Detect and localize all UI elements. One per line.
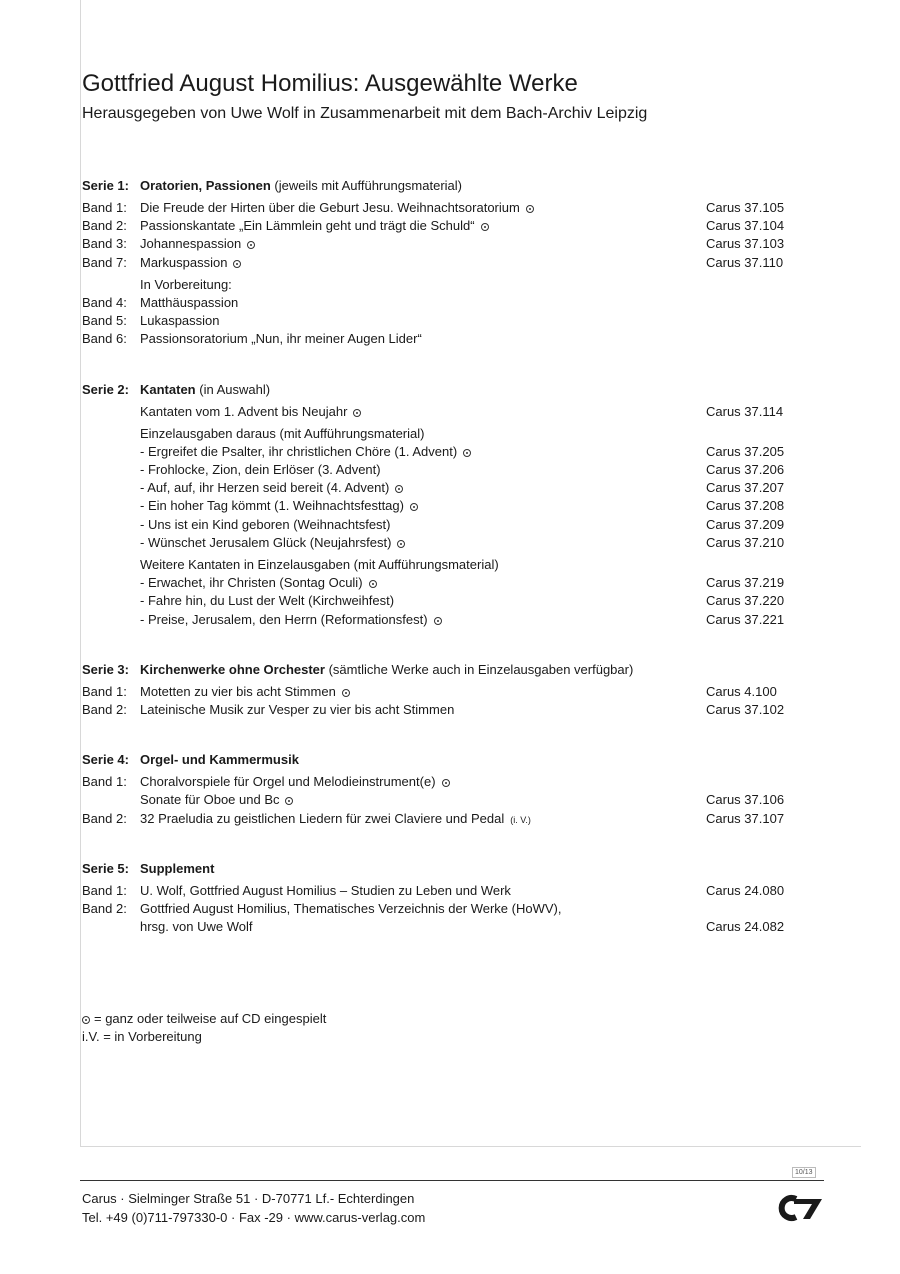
series-label: Serie 4: bbox=[82, 752, 129, 768]
series-heading bbox=[82, 749, 802, 771]
work-title: - Auf, auf, ihr Herzen seid bereit (4. Advent) bbox=[140, 480, 390, 496]
work-title: - Preise, Jerusalem, den Herrn (Reformationsfest) bbox=[140, 611, 428, 627]
cd-icon bbox=[442, 779, 450, 787]
catalog-row bbox=[82, 254, 802, 272]
work-title: Lateinische Musik zur Vesper zu vier bis acht Stimmen bbox=[140, 701, 455, 717]
series-heading bbox=[82, 659, 802, 681]
cd-icon bbox=[481, 223, 489, 231]
series-note: (sämtliche Werke auch in Einzelausgaben verfügbar) bbox=[328, 661, 634, 677]
cd-icon bbox=[395, 485, 403, 493]
legend-cd-text: = ganz oder teilweise auf CD eingespielt bbox=[94, 1011, 327, 1026]
work-entry bbox=[140, 254, 241, 272]
work-title: Lukaspassion bbox=[140, 313, 220, 329]
catalog-number: Carus 37.207 bbox=[706, 480, 785, 496]
band-label: Band 1: bbox=[82, 200, 127, 215]
legend-cd bbox=[82, 1010, 326, 1028]
band-label: Band 2: bbox=[82, 810, 127, 826]
catalog-row bbox=[82, 900, 802, 918]
catalog-number: Carus 37.209 bbox=[706, 516, 785, 532]
work-title: Gottfried August Homilius, Thematisches Verzeichnis der Werke (HoWV), bbox=[140, 900, 562, 916]
series-heading bbox=[82, 175, 802, 197]
work-entry bbox=[140, 443, 471, 461]
work-entry bbox=[140, 461, 381, 479]
work-title: - Wünschet Jerusalem Glück (Neujahrsfest) bbox=[140, 534, 392, 550]
work-entry bbox=[140, 574, 377, 592]
catalog-row bbox=[82, 497, 802, 515]
work-entry bbox=[140, 276, 232, 294]
work-title: - Ergreifet die Psalter, ihr christlichen Chöre (1. Advent) bbox=[140, 443, 458, 459]
series-title: Orgel- und Kammermusik bbox=[140, 752, 299, 768]
catalog-number: Carus 37.114 bbox=[706, 403, 784, 419]
catalog-row bbox=[82, 791, 802, 809]
series-title-wrap bbox=[140, 749, 299, 771]
page-subtitle: Herausgegeben von Uwe Wolf in Zusammenarbeit mit dem Bach-Archiv Leipzig bbox=[82, 105, 648, 122]
catalog-number: Carus 37.102 bbox=[706, 701, 785, 717]
catalog-number: Carus 37.205 bbox=[706, 443, 785, 459]
catalog-row bbox=[82, 516, 802, 534]
series-title: Supplement bbox=[140, 860, 215, 876]
catalog-row bbox=[82, 574, 802, 592]
band-label: Band 1: bbox=[82, 882, 127, 898]
work-entry bbox=[140, 534, 405, 552]
catalog-number: Carus 37.220 bbox=[706, 593, 785, 609]
cd-icon bbox=[285, 797, 293, 805]
catalog-row bbox=[82, 330, 802, 348]
series-title-wrap bbox=[140, 175, 462, 197]
catalog-number: Carus 37.106 bbox=[706, 792, 785, 808]
work-title: Einzelausgaben daraus (mit Aufführungsmaterial) bbox=[140, 425, 425, 441]
series-label: Serie 3: bbox=[82, 661, 129, 677]
work-entry bbox=[140, 294, 238, 312]
work-title: Motetten zu vier bis acht Stimmen bbox=[140, 683, 336, 699]
band-label: Band 7: bbox=[82, 254, 127, 270]
catalog-number: Carus 37.103 bbox=[706, 236, 785, 252]
page-number: 10/13 bbox=[792, 1167, 816, 1178]
work-entry bbox=[140, 556, 499, 574]
cd-icon bbox=[434, 617, 442, 625]
series-title: Kantaten bbox=[140, 381, 196, 397]
band-label: Band 1: bbox=[82, 683, 127, 699]
series-section bbox=[82, 379, 802, 629]
catalog-number: Carus 37.208 bbox=[706, 498, 785, 514]
series-title-wrap bbox=[140, 659, 633, 681]
series-heading bbox=[82, 858, 802, 880]
catalog-row bbox=[82, 443, 802, 461]
cd-icon bbox=[353, 409, 361, 417]
series-note: (jeweils mit Aufführungsmaterial) bbox=[274, 178, 463, 193]
catalog-row bbox=[82, 773, 802, 791]
work-entry bbox=[140, 403, 361, 421]
work-entry bbox=[140, 918, 252, 936]
work-entry bbox=[140, 330, 422, 348]
catalog-row bbox=[82, 882, 802, 900]
work-entry bbox=[140, 773, 450, 791]
work-title: Sonate für Oboe und Bc bbox=[140, 792, 280, 808]
catalog-number: Carus 37.104 bbox=[706, 218, 785, 234]
band-label: Band 2: bbox=[82, 900, 127, 916]
catalog-number: Carus 37.219 bbox=[706, 575, 785, 591]
catalog-number: Carus 37.107 bbox=[706, 810, 785, 826]
series-section bbox=[82, 659, 802, 719]
catalog-row bbox=[82, 479, 802, 497]
band-label: Band 3: bbox=[82, 236, 127, 252]
band-label: Band 2: bbox=[82, 701, 127, 717]
cd-icon bbox=[233, 260, 241, 268]
series-label: Serie 5: bbox=[82, 860, 129, 876]
work-entry bbox=[140, 900, 561, 918]
cd-icon bbox=[82, 1016, 90, 1024]
work-entry bbox=[140, 882, 511, 900]
work-title: Passionsoratorium „Nun, ihr meiner Augen Lider“ bbox=[140, 331, 422, 347]
catalog-row bbox=[82, 556, 802, 574]
series-label: Serie 2: bbox=[82, 381, 129, 397]
catalog-row bbox=[82, 403, 802, 421]
work-title: - Uns ist ein Kind geboren (Weihnachtsfest) bbox=[140, 516, 391, 532]
series-title: Kirchenwerke ohne Orchester bbox=[140, 661, 325, 677]
catalog-row bbox=[82, 592, 802, 610]
catalog-row bbox=[82, 425, 802, 443]
work-entry bbox=[140, 199, 534, 217]
cd-icon bbox=[463, 449, 471, 457]
catalog-row bbox=[82, 683, 802, 701]
series-title-wrap bbox=[140, 379, 270, 401]
page-title: Gottfried August Homilius: Ausgewählte Werke bbox=[82, 70, 578, 97]
carus-logo bbox=[776, 1193, 824, 1223]
work-entry bbox=[140, 791, 293, 809]
work-entry bbox=[140, 701, 454, 719]
catalog-row bbox=[82, 217, 802, 235]
work-title: - Ein hoher Tag kömmt (1. Weihnachtsfesttag) bbox=[140, 498, 404, 514]
in-preparation-note: (i. V.) bbox=[510, 814, 531, 825]
catalog-row bbox=[82, 199, 802, 217]
band-label: Band 1: bbox=[82, 774, 127, 790]
series-section bbox=[82, 749, 802, 828]
cd-icon bbox=[526, 205, 534, 213]
work-title: - Fahre hin, du Lust der Welt (Kirchweihfest) bbox=[140, 593, 395, 609]
series-section bbox=[82, 858, 802, 937]
legend bbox=[82, 1010, 326, 1046]
work-title: - Frohlocke, Zion, dein Erlöser (3. Advent) bbox=[140, 462, 381, 478]
catalog-number: Carus 24.082 bbox=[706, 919, 785, 935]
work-entry bbox=[140, 497, 418, 515]
work-entry bbox=[140, 810, 531, 829]
catalog-row bbox=[82, 312, 802, 330]
footer-address: Carus · Sielminger Straße 51 · D-70771 Lf.- Echterdingen bbox=[82, 1191, 415, 1206]
catalog-number: Carus 37.210 bbox=[706, 534, 785, 550]
catalog-row bbox=[82, 276, 802, 294]
work-entry bbox=[140, 683, 350, 701]
catalog-row bbox=[82, 611, 802, 629]
work-title: Johannespassion bbox=[140, 236, 242, 252]
band-label: Band 6: bbox=[82, 331, 127, 347]
work-entry bbox=[140, 479, 403, 497]
catalog-number: Carus 24.080 bbox=[706, 882, 785, 898]
work-title: 32 Praeludia zu geistlichen Liedern für zwei Claviere und Pedal bbox=[140, 810, 505, 826]
work-title: Passionskantate „Ein Lämmlein geht und trägt die Schuld“ bbox=[140, 218, 475, 234]
series-note: (in Auswahl) bbox=[199, 381, 271, 397]
catalog-row bbox=[82, 235, 802, 253]
work-title: In Vorbereitung: bbox=[140, 276, 232, 292]
work-title: - Erwachet, ihr Christen (Sontag Oculi) bbox=[140, 575, 363, 591]
footer bbox=[82, 1189, 425, 1227]
catalog-number: Carus 37.105 bbox=[706, 200, 785, 215]
series-section bbox=[82, 175, 802, 349]
series-title: Oratorien, Passionen bbox=[140, 178, 271, 193]
catalog-number: Carus 4.100 bbox=[706, 683, 777, 699]
catalog-content bbox=[82, 175, 802, 966]
footer-divider bbox=[80, 1180, 824, 1181]
catalog-row bbox=[82, 534, 802, 552]
work-title: U. Wolf, Gottfried August Homilius – Studien zu Leben und Werk bbox=[140, 882, 511, 898]
work-entry bbox=[140, 312, 220, 330]
work-entry bbox=[140, 516, 391, 534]
catalog-row bbox=[82, 461, 802, 479]
cd-icon bbox=[410, 503, 418, 511]
series-label: Serie 1: bbox=[82, 178, 129, 193]
work-entry bbox=[140, 425, 424, 443]
work-entry bbox=[140, 611, 442, 629]
series-title-wrap bbox=[140, 858, 214, 880]
catalog-row bbox=[82, 701, 802, 719]
catalog-row bbox=[82, 294, 802, 312]
work-title: Matthäuspassion bbox=[140, 294, 239, 310]
work-title: Die Freude der Hirten über die Geburt Jesu. Weihnachtsoratorium bbox=[140, 200, 520, 215]
catalog-row bbox=[82, 810, 802, 828]
band-label: Band 4: bbox=[82, 294, 127, 310]
cd-icon bbox=[369, 580, 377, 588]
cd-icon bbox=[342, 689, 350, 697]
catalog-number: Carus 37.206 bbox=[706, 462, 785, 478]
series-heading bbox=[82, 379, 802, 401]
work-entry bbox=[140, 592, 394, 610]
cd-icon bbox=[247, 241, 255, 249]
catalog-number: Carus 37.221 bbox=[706, 611, 785, 627]
catalog-row bbox=[82, 918, 802, 936]
work-title: Weitere Kantaten in Einzelausgaben (mit Aufführungsmaterial) bbox=[140, 557, 499, 572]
cd-icon bbox=[397, 540, 405, 548]
band-label: Band 5: bbox=[82, 313, 127, 329]
band-label: Band 2: bbox=[82, 218, 127, 234]
work-entry bbox=[140, 235, 255, 253]
footer-contact: Tel. +49 (0)711-797330-0 · Fax -29 · www.carus-verlag.com bbox=[82, 1210, 426, 1225]
work-title: Markuspassion bbox=[140, 254, 228, 270]
work-title: hrsg. von Uwe Wolf bbox=[140, 919, 253, 935]
work-entry bbox=[140, 217, 489, 235]
legend-iv: i.V. = in Vorbereitung bbox=[82, 1029, 202, 1044]
work-title: Kantaten vom 1. Advent bis Neujahr bbox=[140, 403, 348, 419]
work-title: Choralvorspiele für Orgel und Melodieinstrument(e) bbox=[140, 774, 436, 790]
catalog-number: Carus 37.110 bbox=[706, 254, 784, 270]
